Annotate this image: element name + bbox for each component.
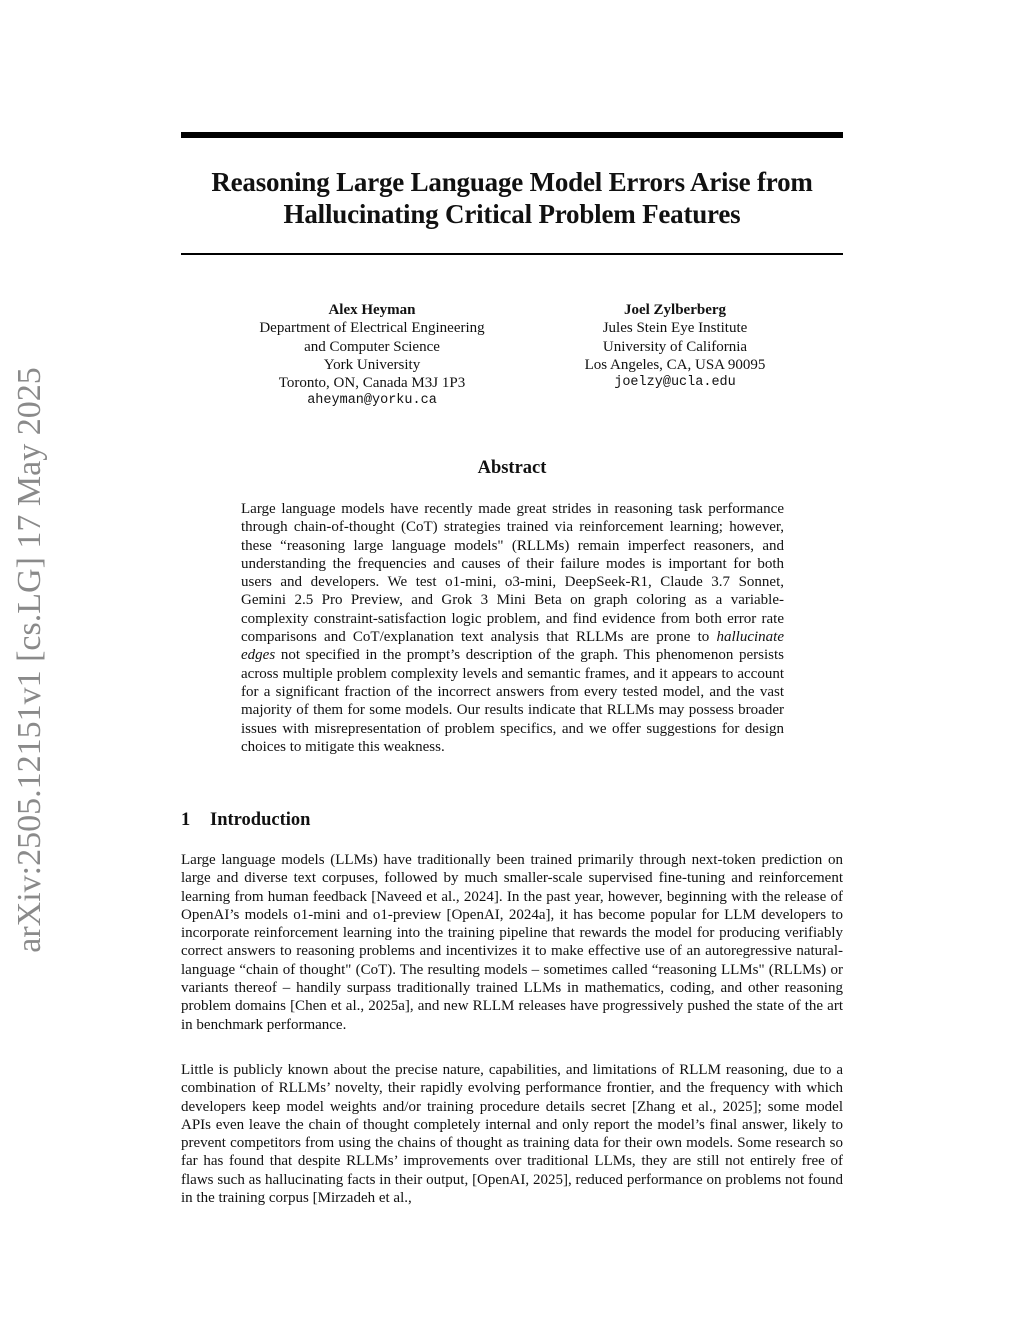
paper-title: [181, 166, 843, 230]
abstract-text: [241, 500, 784, 756]
title-line-2: Hallucinating Critical Problem Features: [283, 199, 741, 229]
abstract-text-part-1: Large language models have recently made great strides in reasoning task performance through chain-of-thought (CoT) strategies trained via reinforcement learning; however, these “reasoning large language models" (RLLMs) remain imperfect reasoners, and understanding the frequencies and causes of their failure modes is important for both users and developers. We test o1-mini, o3-mini, DeepSeek-R1, Claude 3.7 Sonnet, Gemini 2.5 Pro Preview, and Grok 3 Mini Beta on graph coloring as a variable-complexity constraint-satisfaction logic problem, and find evidence from both error rate comparisons and CoT/explanation text analysis that RLLMs are prone to: [241, 501, 784, 646]
abstract-emphasis: hallucinate edges: [241, 629, 784, 664]
body-paragraph: Large language models (LLMs) have traditionally been trained primarily through next-token prediction on large and diverse text corpuses, followed by much smaller-scale supervised fine-tuning and reinforcement learning from human feedback [Naveed et al., 2024]. In the past year, however, beginning with the release of OpenAI’s models o1-mini and o1-preview [OpenAI, 2024a], it has become popular for LLM developers to incorporate reinforcement learning into the training pipeline that rewards the model for producing verifiably correct answers to reasoning problems and incentivizes it to make effective use of an autoregressive natural-language “chain of thought" (CoT). The resulting models – sometimes called “reasoning LLMs" (RLLMs) or variants thereof – handily surpass traditionally trained LLMs in mathematics, coding, and other reasoning problem domains [Chen et al., 2025a], and new RLLM releases have progressively pushed the state of the art in benchmark performance.: [181, 852, 843, 1033]
author-1-affiliation-line: York University: [323, 356, 421, 373]
author-1-affiliation-line: Department of Electrical Engineering: [259, 320, 485, 337]
arxiv-identifier: arXiv:2505.12151v1 [cs.LG] 17 May 2025: [11, 367, 48, 953]
author-1-name: Alex Heyman: [328, 302, 416, 318]
section-number: 1: [181, 810, 191, 830]
author-1-email: aheyman@yorku.ca: [307, 393, 437, 409]
author-2: [515, 301, 835, 392]
author-2-affiliation-line: University of California: [602, 338, 748, 355]
title-top-rule: [181, 132, 843, 138]
abstract-text-part-2: not specified in the prompt’s description of the graph. This phenomenon persists across multiple problem complexity levels and semantic frames, and it appears to account for a significant fraction of the incorrect answers from every tested model, and the vast majority of them for some models. Our results indicate that RLLMs may possess broader issues with misrepresentation of problem specifics, and we offer suggestions for design choices to mitigate this weakness.: [241, 647, 785, 755]
author-1: [212, 301, 532, 411]
section-heading-introduction: [181, 810, 310, 831]
author-2-email: joelzy@ucla.edu: [614, 375, 736, 391]
abstract-heading: Abstract: [477, 458, 547, 478]
author-2-affiliation-line: Jules Stein Eye Institute: [602, 320, 748, 337]
section-title: Introduction: [210, 810, 311, 830]
author-1-affiliation-line: Toronto, ON, Canada M3J 1P3: [278, 375, 466, 392]
body-paragraph: Little is publicly known about the precise nature, capabilities, and limitations of RLLM reasoning, due to a combination of RLLMs’ novelty, their rapidly evolving performance frontier, and the frequency with which developers keep model weights and/or training procedure details secret [Zhang et al., 2025]; some model APIs even leave the chain of thought completely internal and only report the model’s final answer, likely to prevent competitors from using the chains of thought as training data for their own models. Some research so far has found that despite RLLMs’ improvements over traditional LLMs, they are still not entirely free of flaws such as hallucinating facts in their output, [OpenAI, 2025], reduced performance on problems not found in the training corpus [Mirzadeh et al.,: [181, 1062, 843, 1207]
author-2-name: Joel Zylberberg: [623, 302, 727, 318]
author-1-affiliation-line: and Computer Science: [304, 338, 440, 355]
title-line-1: Reasoning Large Language Model Errors Arise from: [211, 167, 813, 197]
title-bottom-rule: [181, 253, 843, 255]
author-2-affiliation-line: Los Angeles, CA, USA 90095: [584, 356, 766, 373]
